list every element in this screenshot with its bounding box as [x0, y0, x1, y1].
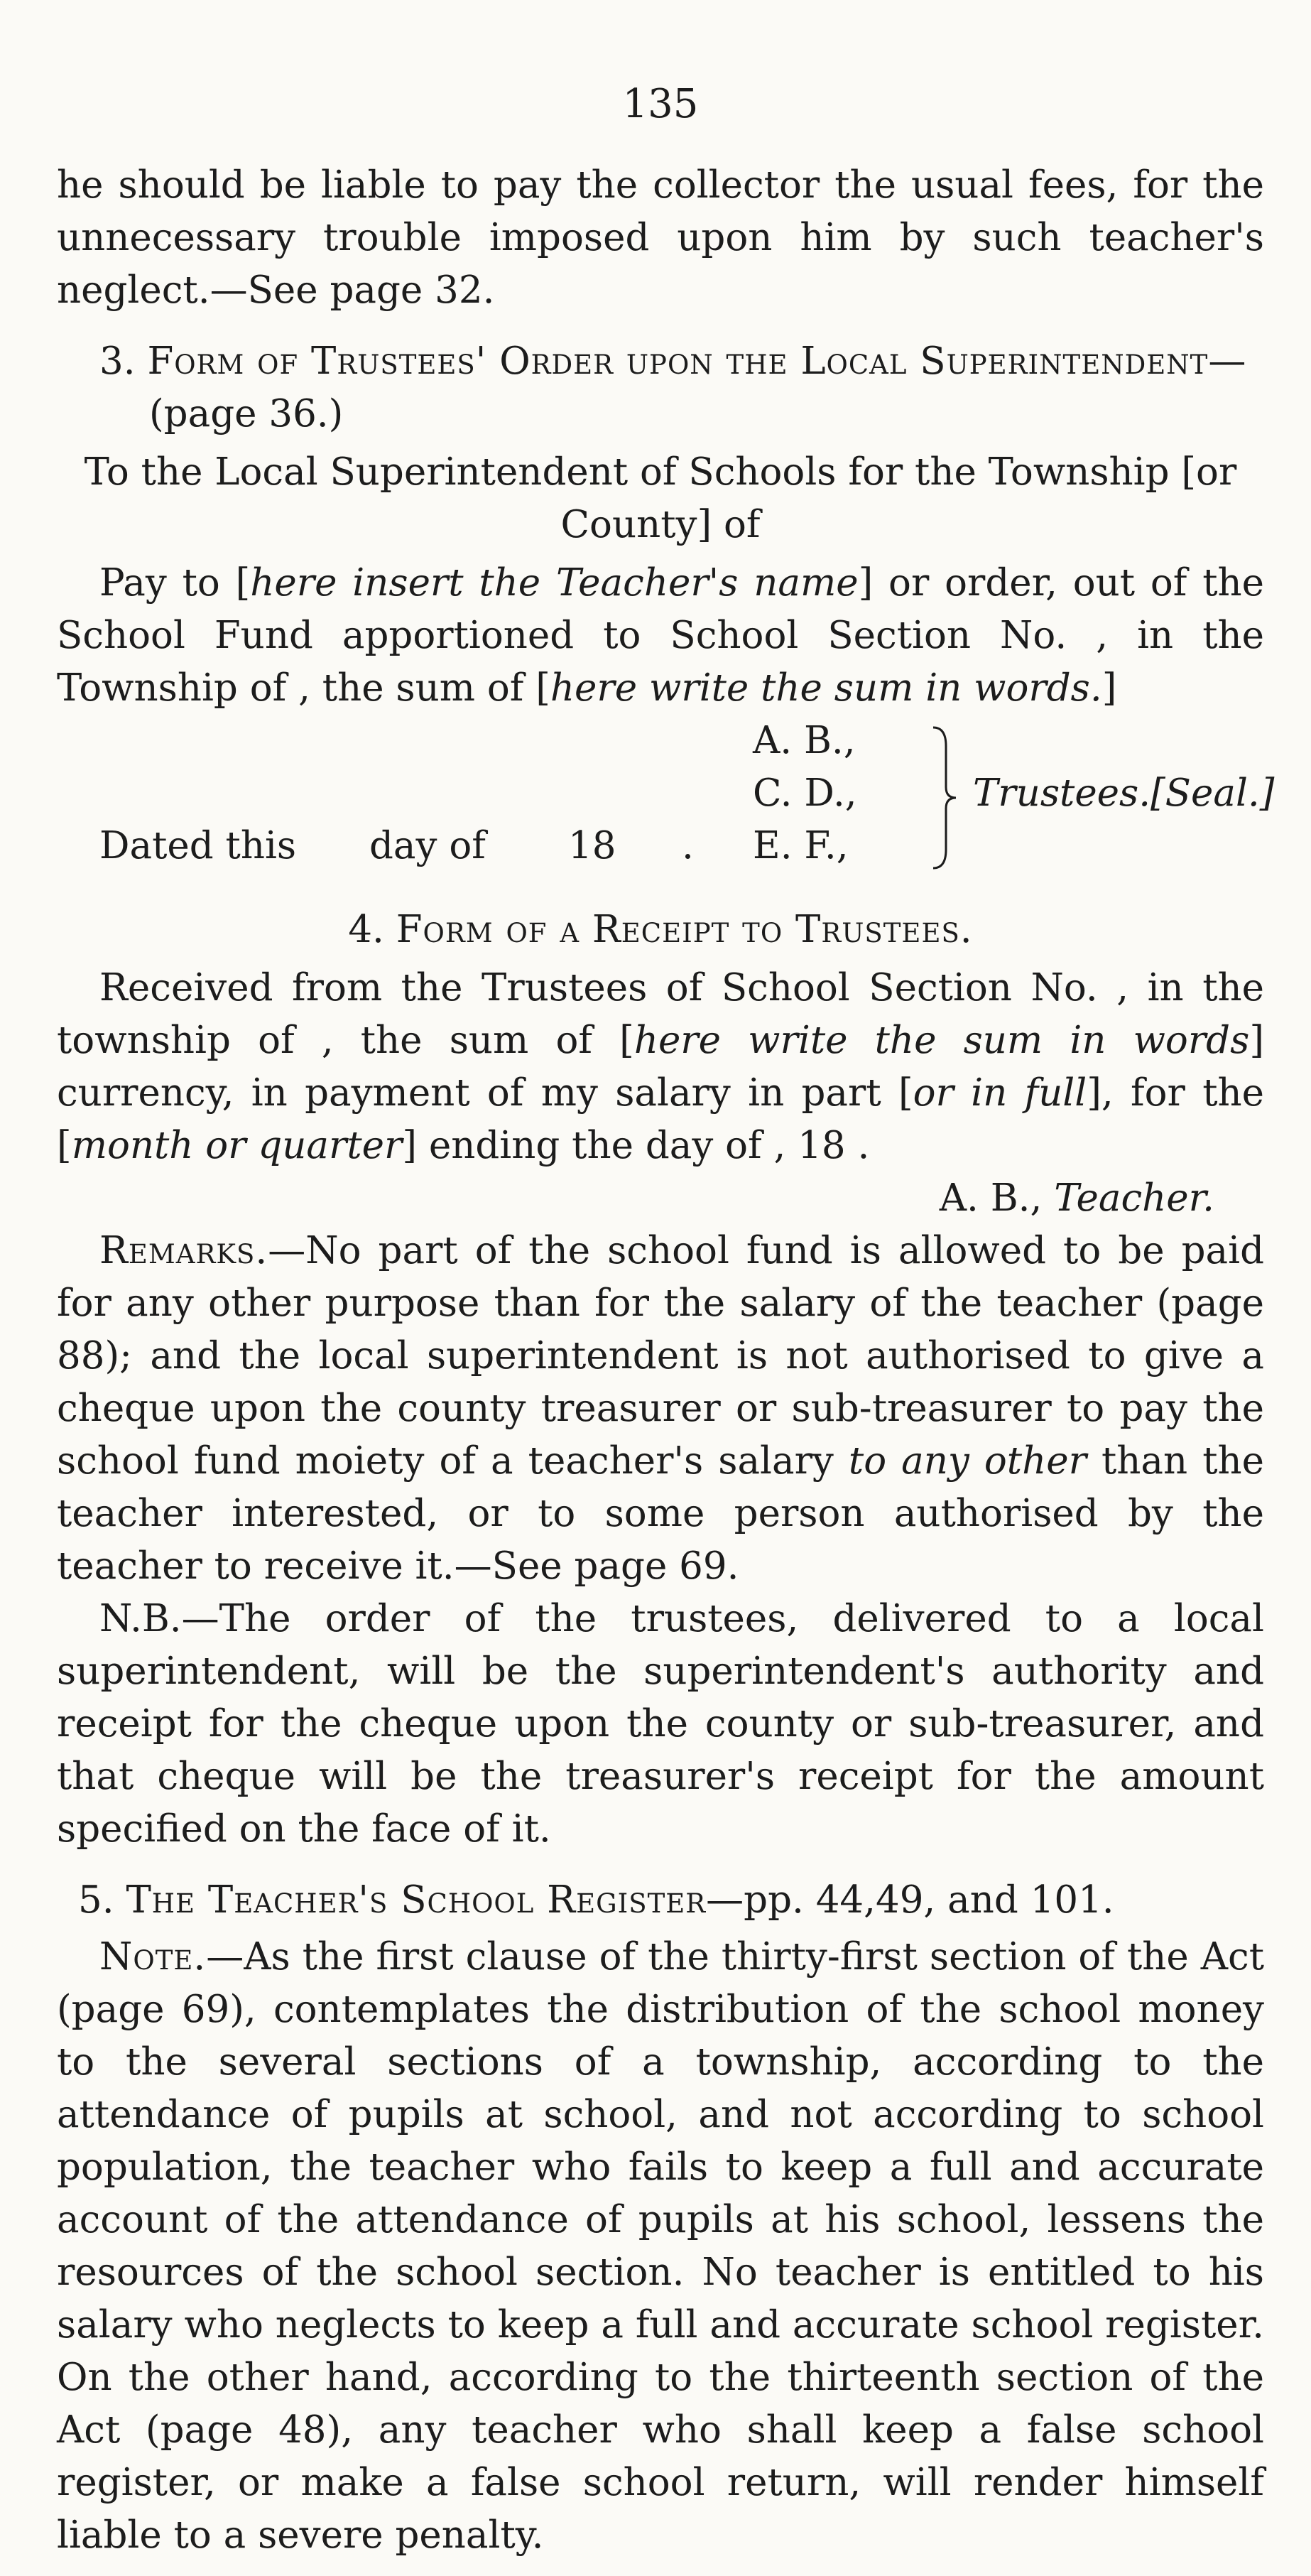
- order-text-3: ]: [1101, 666, 1117, 710]
- trustees-signature-block: [57, 715, 1275, 885]
- section-5-heading: [57, 1874, 1264, 1927]
- receipt-text-4: ] ending the day of , 18 .: [402, 1124, 870, 1167]
- receipt-signature-teacher: Teacher.: [1054, 1176, 1214, 1220]
- section-3-heading: [57, 335, 1264, 440]
- signature-ab: A. B.,: [753, 719, 856, 762]
- trustees-label: Trustees.: [973, 772, 1151, 815]
- order-text-2: ] or order, out of the School Fund apportioned to School Section No. , in the Township of , the sum of [: [57, 561, 1265, 710]
- remarks-text-1: —No part of the school fund is allowed to be paid for any other purpose than for the salary of the teacher (page 88); and the local superintendent is not authorised to give a cheque upon the county treasurer or sub-treasurer to pay the school fund moiety of a teacher's salary: [57, 1229, 1264, 1483]
- signature-cd: C. D.,: [753, 772, 857, 815]
- note-paragraph: [57, 1931, 1264, 2562]
- order-body: [57, 557, 1264, 715]
- remarks-label: Remarks.: [99, 1229, 268, 1272]
- remarks-text-2: than the teacher interested, or to some person authorised by the teacher to receive it.—See page 69.: [57, 1439, 1264, 1588]
- section-3-number: 3.: [99, 340, 136, 383]
- note-text: —As the first clause of the thirty-first section of the Act (page 69), contemplates the distribution of the school money to the several sections of a township, according to the attendance of pupils at school, and not according to school population, the teacher who fails to keep a full and accurate account of the attendance of pupils at his school, lessens the resources of the school section. No teacher is entitled to his salary who neglects to keep a full and accurate school register. On the other hand, according to the thirteenth section of the Act (page 48), any teacher who shall keep a false school register, or make a false school return, will render himself liable to a severe penalty.: [57, 1935, 1264, 2557]
- dated-year: 18: [568, 824, 616, 867]
- receipt-text-sum: here write the sum in words: [633, 1019, 1250, 1062]
- section-3-title: Form of Trustees' Order upon the Local Superintendent: [147, 340, 1209, 383]
- dated-day-of: day of: [369, 824, 486, 867]
- section-5-title: The Teacher's School Register: [126, 1878, 707, 1922]
- section-4-title: Form of a Receipt to Trustees.: [396, 908, 973, 951]
- order-text-sum: here write the sum in words.: [550, 666, 1102, 710]
- intro-paragraph: he should be liable to pay the collector the usual fees, for the unnecessary trouble imposed upon him by such teacher's neglect.—See page 32.: [57, 163, 1264, 312]
- order-text-teacher-name: here insert the Teacher's name: [250, 561, 859, 605]
- receipt-body: [57, 962, 1264, 1172]
- document-page: [57, 78, 1275, 2562]
- order-address: To the Local Superintendent of Schools for the Township [or County] of: [84, 450, 1237, 546]
- remarks-text-emphasis: to any other: [848, 1439, 1087, 1483]
- dated-period: .: [682, 824, 694, 867]
- signature-ef: E. F.,: [753, 824, 849, 867]
- receipt-text-2: ] currency, in payment of my salary in part [: [57, 1019, 1264, 1115]
- receipt-text-period: month or quarter: [71, 1124, 403, 1167]
- section-5-number: 5.: [78, 1878, 114, 1922]
- seal-label: [Seal.]: [1150, 772, 1275, 815]
- receipt-text-1: Received from the Trustees of School Section No. , in the township of , the sum of [: [57, 966, 1264, 1062]
- brace-icon: [930, 725, 959, 871]
- page-number: 135: [622, 81, 699, 127]
- remarks-paragraph: [57, 1225, 1264, 1593]
- order-text-1: Pay to [: [99, 561, 251, 605]
- receipt-text-3: ], for the [: [57, 1071, 1264, 1167]
- dated-this: Dated this: [99, 824, 297, 867]
- section-3-ref: —(page 36.): [149, 340, 1246, 435]
- nb-paragraph: N.B.—The order of the trustees, delivered to a local superintendent, will be the superintendent's authority and receipt for the cheque upon the county or sub-treasurer, and that cheque will be the treasurer's receipt for the amount specified on the face of it.: [57, 1597, 1264, 1851]
- receipt-signature: [57, 1172, 1264, 1225]
- section-4-heading: [57, 904, 1264, 956]
- receipt-signature-ab: A. B.,: [939, 1176, 1043, 1220]
- section-5-ref: —pp. 44,49, and 101.: [706, 1878, 1114, 1922]
- receipt-text-full: or in full: [913, 1071, 1087, 1115]
- section-4-number: 4.: [348, 908, 384, 951]
- note-label: Note.: [99, 1935, 207, 1979]
